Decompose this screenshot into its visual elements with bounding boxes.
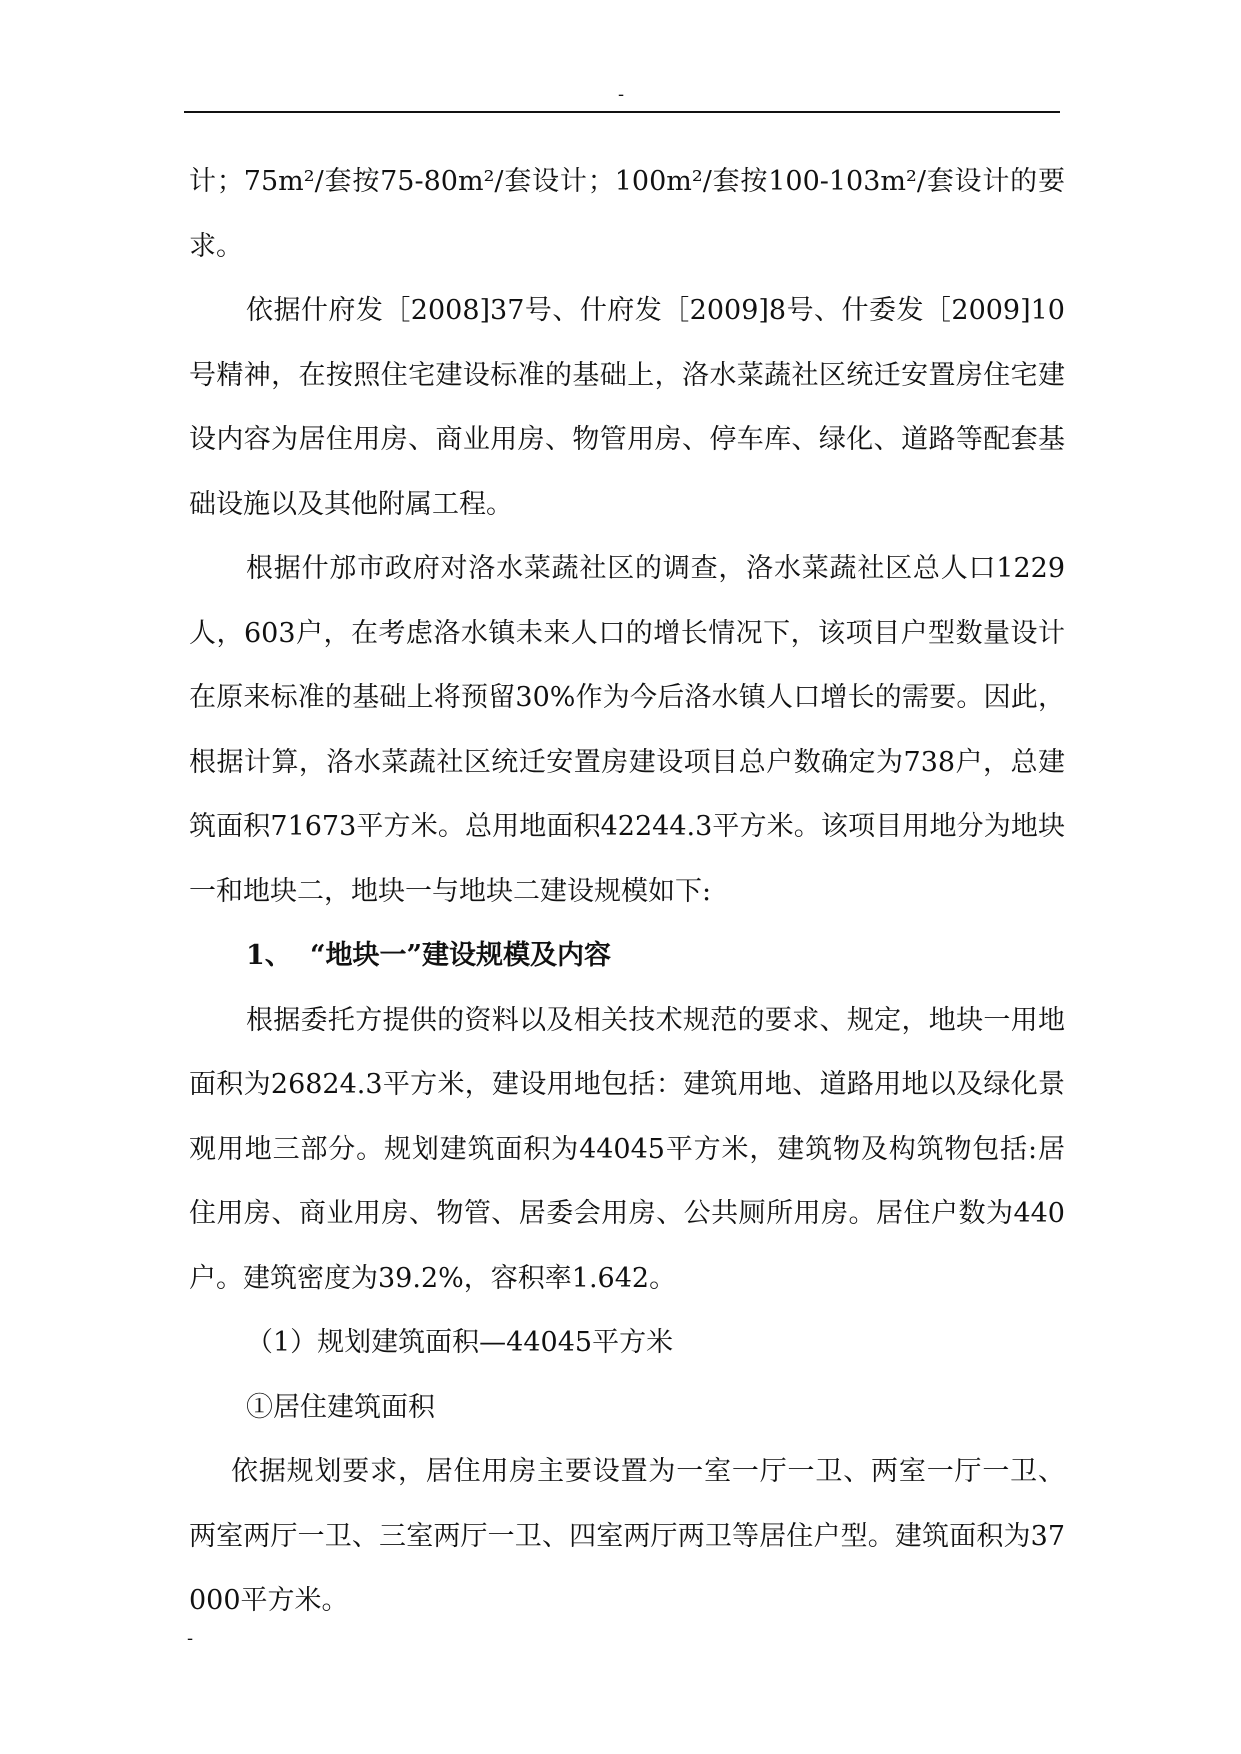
paragraph-population: 根据什邡市政府对洛水菜蔬社区的调查，洛水菜蔬社区总人口1229人，603户，在考虑洛水镇未来人口的增长情况下，该项目户型数量设计在原来标准的基础上将预留30%作为今后洛水镇人口增长的需要。因此，根据计算，洛水菜蔬社区统迁安置房建设项目总户数确定为738户，总建筑面积71673平方米。总用地面积42244.3平方米。该项目用地分为地块一和地块二，地块一与地块二建设规模如下: bbox=[189, 553, 1065, 907]
section-heading bbox=[189, 924, 1065, 989]
document-body bbox=[189, 150, 1065, 1634]
header-rule bbox=[184, 111, 1060, 113]
header-mark: - bbox=[618, 84, 625, 105]
paragraph-plot-one: 根据委托方提供的资料以及相关技术规范的要求、规定，地块一用地面积为26824.3平方米，建设用地包括：建筑用地、道路用地以及绿化景观用地三部分。规划建筑面积为44045平方米，建筑物及构筑物包括:居住用房、商业用房、物管、居委会用房、公共厕所用房。居住户数为440户。建筑密度为39.2%，容积率1.642。 bbox=[189, 1004, 1065, 1294]
section-heading-text: “地块一”建设规模及内容 bbox=[310, 940, 612, 971]
paragraph-continuation: 计；75m²/套按75-80m²/套设计；100m²/套按100-103m²/套设计的要求。 bbox=[189, 166, 1065, 262]
paragraph-residential: 依据规划要求，居住用房主要设置为一室一厅一卫、两室一厅一卫、两室两厅一卫、三室两厅一卫、四室两厅两卫等居住户型。建筑面积为37000平方米。 bbox=[189, 1456, 1065, 1616]
subheading-planned-area: （1）规划建筑面积—44045平方米 bbox=[246, 1327, 674, 1358]
paragraph-basis: 依据什府发［2008]37号、什府发［2009]8号、什委发［2009]10号精神，在按照住宅建设标准的基础上，洛水菜蔬社区统迁安置房住宅建设内容为居住用房、商业用房、物管用房、停车库、绿化、道路等配套基础设施以及其他附属工程。 bbox=[189, 295, 1065, 520]
footer-mark: - bbox=[187, 1628, 194, 1649]
subheading-residential-area: ①居住建筑面积 bbox=[246, 1391, 435, 1423]
section-heading-number: 1、 bbox=[246, 940, 292, 971]
